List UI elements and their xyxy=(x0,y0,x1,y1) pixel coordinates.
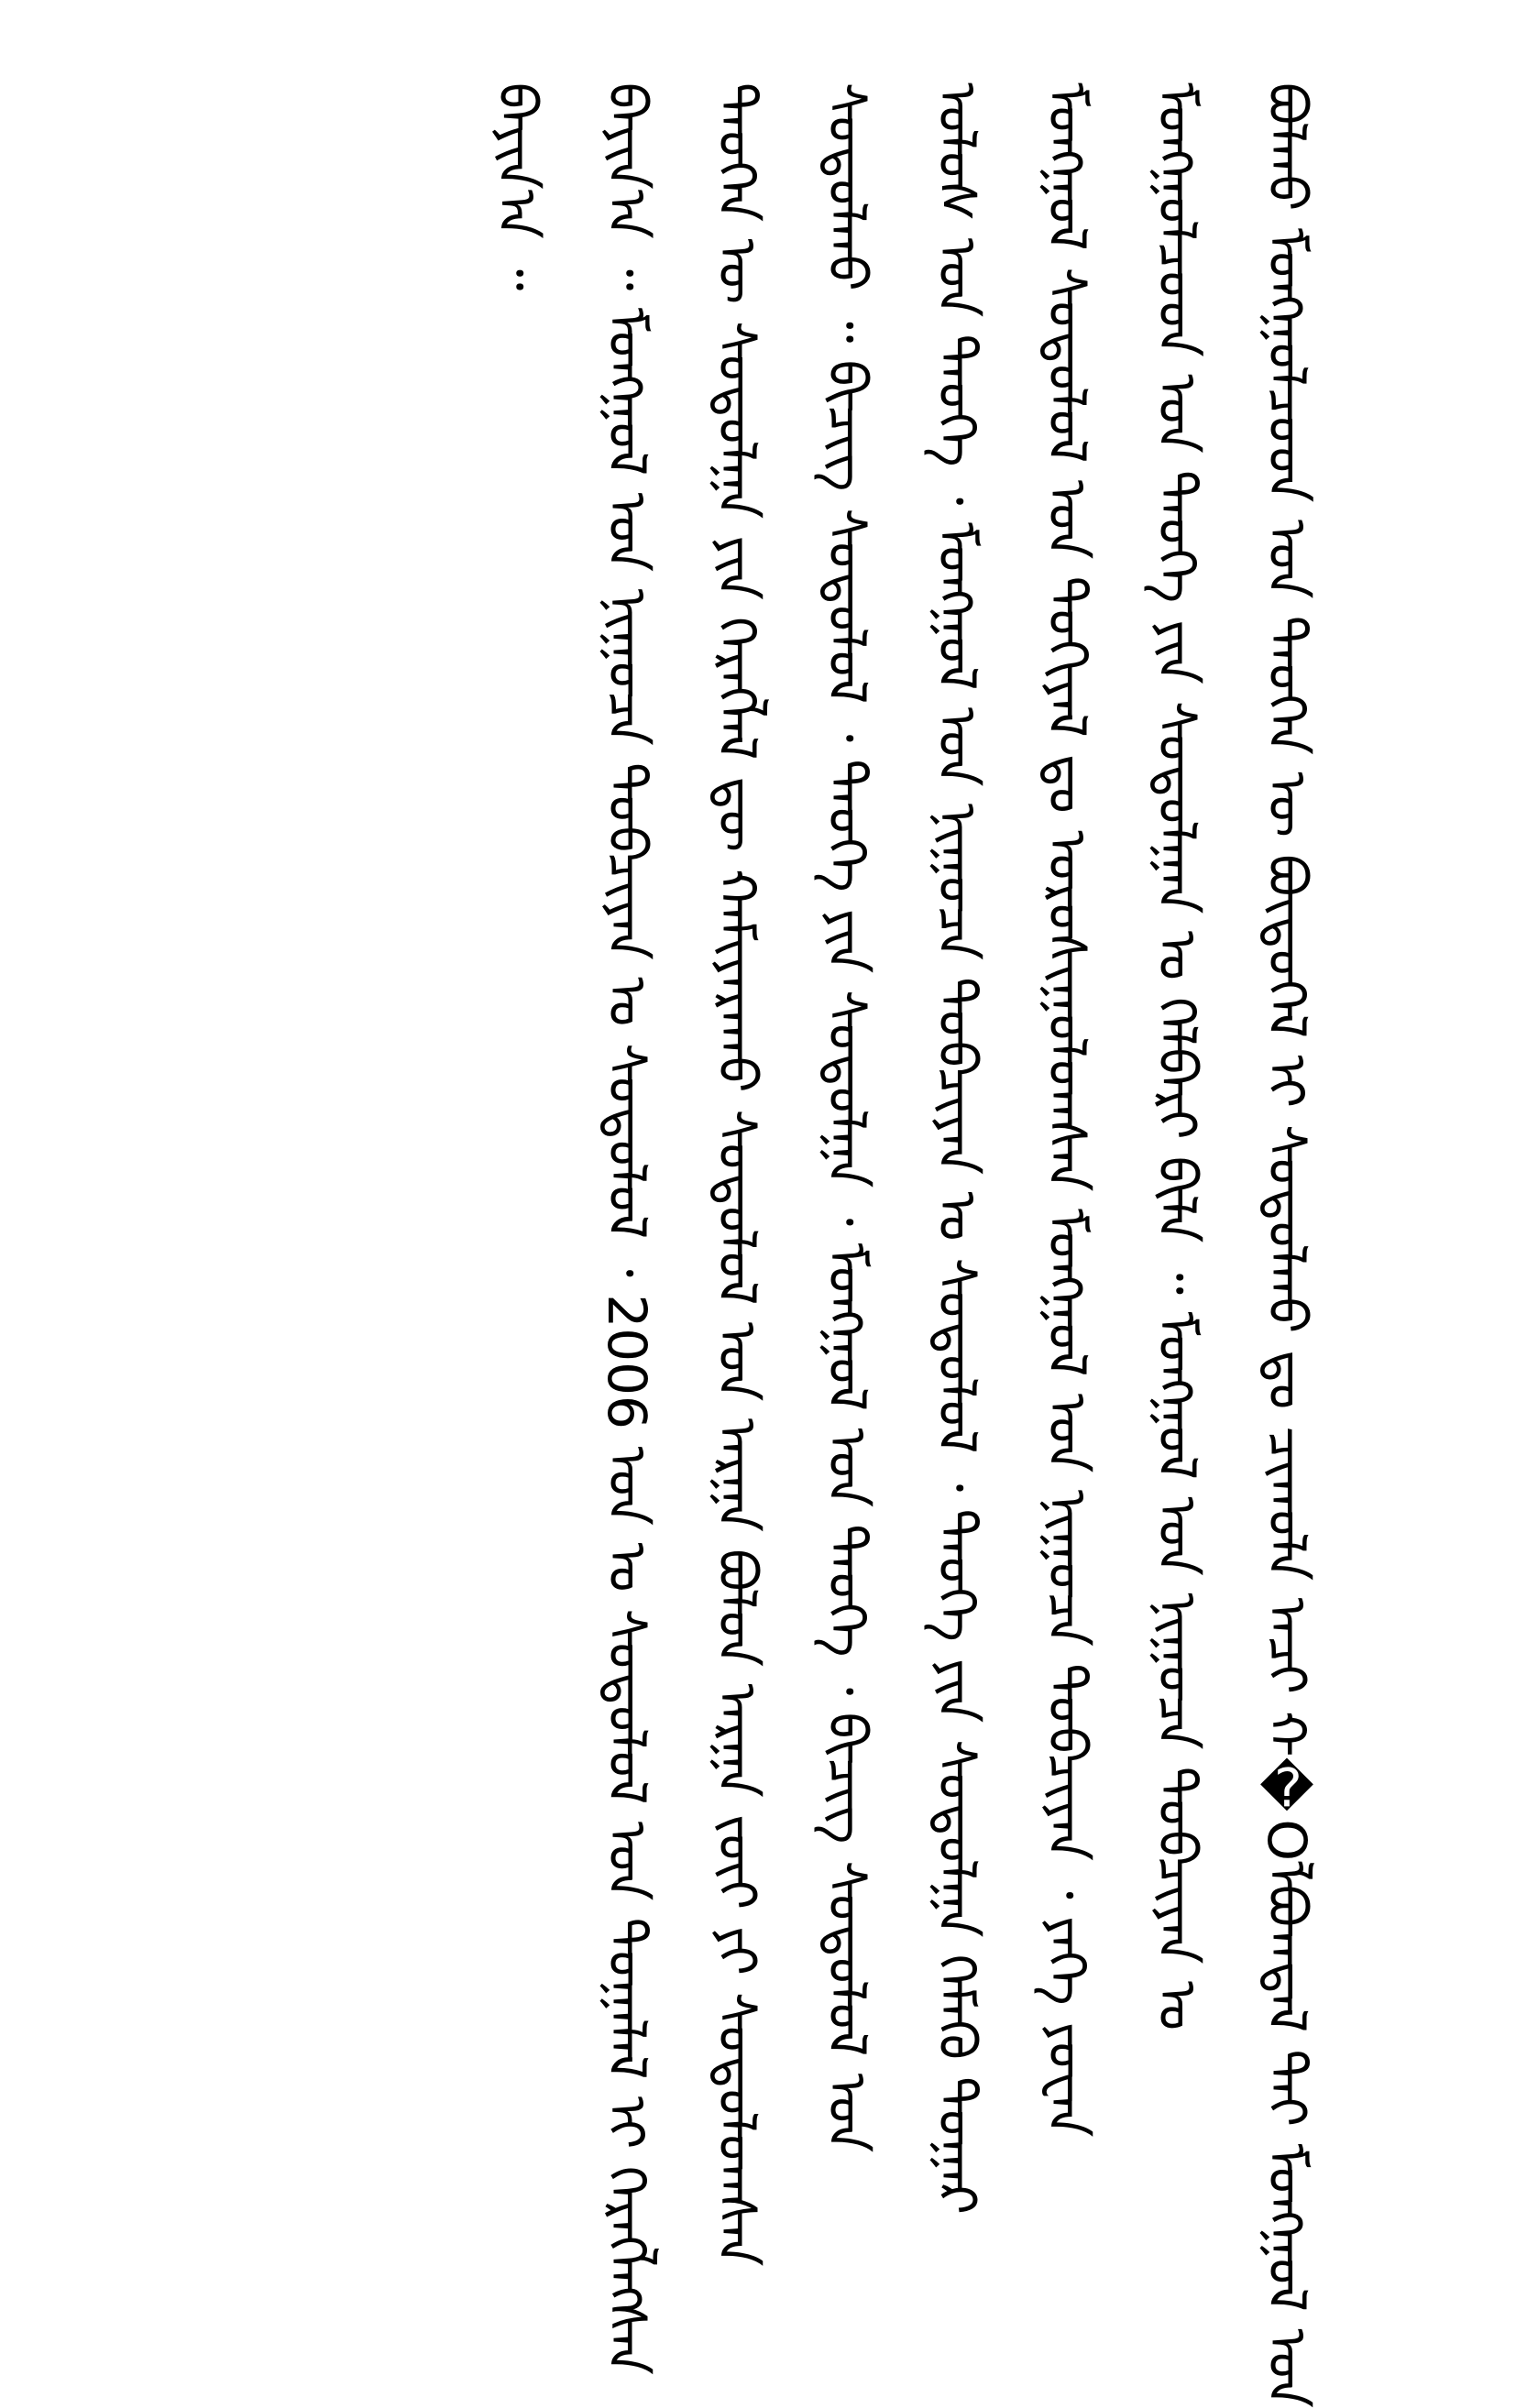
text-line-3: ᠮᠣᠩᠭᠣᠯ ᠰᠤᠳᠤᠯᠤᠯ ᠤᠨ ᠲᠣᠬᠢᠶᠠᠯ ᠳᠤ ᠣᠷᠣᠰᠢᠭᠤᠯᠤᠭᠰᠠᠨ ᠮᠣᠩᠭᠣᠯ ᠤᠨ ᠨᠢᠭᠤᠴᠠ ᠲᠣᠪᠴᠢᠶᠠᠨ ᠂ ᠶᠡᠬᠡ ᠶᠤᠸᠠᠨ xyxy=(1036,82,1098,2138)
text-line-4: ᠤᠯᠤᠰ ᠤᠨ ᠲᠡᠦᠬᠡ ᠂ ᠮᠣᠩᠭᠣᠯ ᠤᠨ ᠨᠢᠭᠤᠴᠠ ᠲᠣᠪᠴᠢᠶᠠᠨ ᠤ ᠰᠤᠳᠤᠯᠤᠯ ᠂ ᠲᠡᠦᠬᠡ ᠶᠢᠨ ᠰᠤᠳᠤᠯᠭᠠ ᠬᠡᠮᠡᠬᠦ ᠳᠤᠭᠠᠷ xyxy=(926,82,988,2215)
text-line-1: ᠪᠣᠯᠬᠤ ᠮᠣᠩᠭᠣᠯᠴᠤᠳ ᠤᠨ ᠲᠡᠦᠬᠡᠨ ᠦ ᠪᠦᠲᠦᠭᠡᠯ ᠢ ᠰᠤᠳᠤᠯᠬᠤ ᠳᠤ ᠴᠢᠬᠤᠯᠠ ᠠᠴᠢ ᠬ�Оᠯᠪᠣᠭᠳᠠᠯ ᠲᠠᠢ ᠮᠣᠩᠭᠣᠯ ᠤᠨ xyxy=(1256,82,1318,2408)
text-line-7: ᠪᠠᠶᠢᠨ᠎ᠠ ᠃ ᠮᠣᠩᠭᠣᠯ ᠤᠨ ᠨᠢᠭᠤᠴᠠ ᠲᠣᠪᠴᠢᠶᠠᠨ ᠤ ᠰᠤᠳᠤᠯᠤᠯ ᠂ 2006 ᠣᠨ ᠤ ᠰᠤᠳᠤᠯᠤᠯ ᠤᠨ ᠲᠣᠭᠠᠯᠠᠯ ᠢ ᠬᠡᠷᠡᠭᠯᠡᠭᠰᠡᠨ xyxy=(596,82,658,2375)
text-line-5: ᠰᠤᠳᠤᠯᠬᠤ ᠃ ᠪᠢᠴᠢᠭ ᠰᠤᠳᠤᠯᠤᠯ ᠂ ᠲᠡᠦᠬᠡ ᠶᠢᠨ ᠰᠤᠳᠤᠯᠭᠠ ᠂ ᠮᠣᠩᠭᠣᠯ ᠤᠨ ᠲᠡᠦᠬᠡ ᠂ ᠪᠢᠴᠢᠭ ᠰᠤᠳᠤᠯᠤᠯ ᠤᠨ xyxy=(816,82,878,2153)
text-line-8: ᠪᠠᠶᠢᠨ᠎ᠠ ᠃ xyxy=(486,82,548,291)
text-line-6: ᠲᠡᠦᠬᠡᠨ ᠦ ᠰᠤᠳᠤᠯᠭᠠ ᠶᠢᠨ ᠬᠡᠷᠡᠭᠯᠡᠯ ᠳᠦ ᠬᠠᠮᠢᠶᠠᠷᠠᠬᠤ ᠰᠤᠳᠤᠯᠤᠯ ᠤᠨ ᠠᠷᠭᠠ ᠪᠣᠯᠤᠨ ᠠᠷᠭᠠ ᠵᠦᠢ ᠶᠢ ᠰᠤᠳᠤᠯᠤᠭᠰᠠᠨ xyxy=(706,82,768,2267)
text-line-2: ᠮᠣᠩᠭᠣᠯᠴᠤᠳ ᠤᠨ ᠲᠡᠦᠬᠡ ᠶᠢᠨ ᠰᠤᠳᠤᠯᠭᠠᠨ ᠤ ᠬᠡᠯᠪᠡᠷᠢ ᠪᠢᠯᠡ ᠃ ᠮᠣᠩᠭᠣᠯ ᠤᠨ ᠨᠢᠭᠤᠴᠠ ᠲᠣᠪᠴᠢᠶᠠᠨ ᠤ xyxy=(1146,82,1208,2030)
mongolian-text-block xyxy=(462,82,1342,2408)
